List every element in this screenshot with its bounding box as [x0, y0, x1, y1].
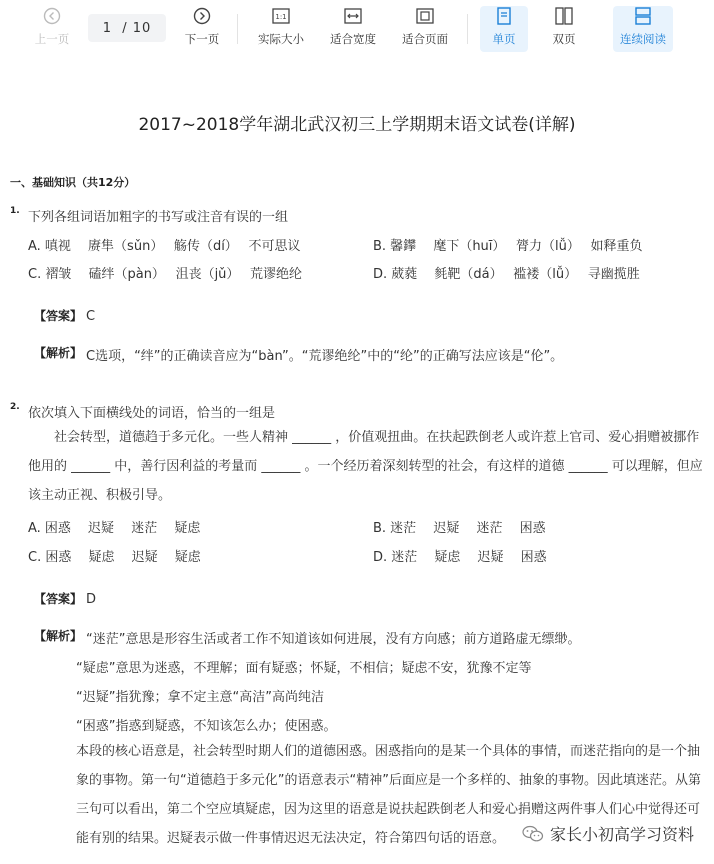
- analysis-tag: 【解析】: [34, 629, 83, 643]
- single-page-button[interactable]: [480, 6, 528, 52]
- continuous-reading-button[interactable]: [613, 6, 673, 52]
- analysis-text: “疑虑”意思为迷惑，不理解；面有疑惑；怀疑，不相信；疑虑不安，犹豫不定等: [76, 661, 532, 676]
- analysis-tag: 【解析】: [34, 346, 83, 360]
- actual-size-label: 实际大小: [258, 32, 304, 46]
- next-page-button[interactable]: [178, 6, 226, 52]
- svg-text:1:1: 1:1: [275, 13, 287, 21]
- analysis-text: “迟疑”指犹豫；拿不定主意“高洁”高尚纯洁: [76, 690, 324, 705]
- watermark-text: 家长小初高学习资料: [549, 825, 694, 844]
- answer-value: D: [86, 592, 97, 607]
- page-total: / 10: [122, 20, 152, 36]
- toolbar-divider: [237, 14, 238, 44]
- chevron-right-circle-icon: [192, 6, 212, 26]
- viewer-toolbar: [0, 0, 714, 58]
- option-c: C. 困惑 疑虑 迟疑 疑虑: [28, 550, 201, 565]
- single-page-label: 单页: [492, 32, 516, 46]
- option-a: A. 困惑 迟疑 迷茫 疑虑: [28, 521, 201, 536]
- double-page-label: 双页: [552, 32, 576, 46]
- question-number: 2.: [10, 402, 20, 412]
- analysis-paragraph: 本段的核心语意是，社会转型时期人们的道德困惑。困惑指向的是某一个具体的事情，而迷茫指向的是一个抽象的事物。第一句“道德趋于多元化”的语意表示“精神”后面应是一个多样的、抽象的事物。因此填迷茫。从第三句可以看出，第二个空应填疑虑，因为这里的语意是说扶起跌倒老人和爱心捐赠这两件事人们心中觉得还可能有别的结果。迟疑表示做一件事情迟迟无法决定，符合第四句话的语意。: [76, 744, 701, 846]
- actual-size-icon: [271, 6, 291, 26]
- prev-page-label: 上一页: [34, 32, 70, 46]
- question-stem: 下列各组词语加粗字的书写或注音有误的一组: [28, 210, 289, 225]
- page-current: 1: [102, 20, 112, 36]
- fit-width-button[interactable]: [324, 6, 382, 52]
- analysis-text: “迷茫”意思是形容生活或者工作不知道该如何进展，没有方向感；前方道路虚无缥缈。: [86, 632, 581, 647]
- question-stem: 依次填入下面横线处的词语，恰当的一组是: [28, 406, 276, 421]
- fit-page-button[interactable]: [396, 6, 454, 52]
- option-d: D. 迷茫 疑虑 迟疑 困惑: [373, 550, 547, 565]
- actual-size-button[interactable]: [252, 6, 310, 52]
- single-page-icon: [494, 6, 514, 26]
- continuous-reading-label: 连续阅读: [620, 32, 666, 46]
- answer-tag: 【答案】: [34, 592, 83, 606]
- option-c: C. 褶皱 磕绊（pàn） 沮丧（jǔ） 荒谬绝纶: [28, 267, 303, 282]
- continuous-reading-icon: [633, 6, 653, 26]
- fit-page-icon: [415, 6, 435, 26]
- option-a: A. 嗔视 赓隼（sǔn） 觞传（dí） 不可思议: [28, 239, 301, 254]
- option-d: D. 葳蕤 毵靶（dá） 褴褛（lǚ） 寻幽揽胜: [373, 267, 640, 282]
- prev-page-button[interactable]: [28, 6, 76, 52]
- document-title: 2017~2018学年湖北武汉初三上学期期末语文试卷(详解): [138, 115, 576, 135]
- wechat-icon: [522, 825, 544, 843]
- question-number: 1.: [10, 206, 20, 216]
- double-page-icon: [554, 6, 574, 26]
- section-heading: 一、基础知识（共12分）: [10, 176, 136, 189]
- fit-page-label: 适合页面: [402, 32, 448, 46]
- option-b: B. 馨鑻 麾下（huī） 膂力（lǚ） 如释重负: [373, 239, 643, 254]
- double-page-button[interactable]: [540, 6, 588, 52]
- analysis-text: C选项，“绊”的正确读音应为“bàn”。“荒谬绝纶”中的“纶”的正确写法应该是“伦”。: [86, 349, 564, 364]
- analysis-text: “困惑”指惑到疑惑，不知该怎么办；使困惑。: [76, 719, 337, 734]
- fit-width-icon: [343, 6, 363, 26]
- toolbar-divider: [467, 14, 468, 44]
- next-page-label: 下一页: [184, 32, 220, 46]
- answer-value: C: [86, 309, 96, 324]
- fit-width-label: 适合宽度: [330, 32, 376, 46]
- watermark: [522, 822, 694, 845]
- chevron-left-circle-icon: [42, 6, 62, 26]
- page-number-field[interactable]: [88, 14, 166, 42]
- answer-tag: 【答案】: [34, 309, 83, 323]
- option-b: B. 迷茫 迟疑 迷茫 困惑: [373, 521, 546, 536]
- question-passage: 社会转型，道德趋于多元化。一些人精神 ______ ，价值观扭曲。在扶起跌倒老人或许惹上官司、爱心捐赠被挪作他用的 ______ 中，善行因利益的考量而 ______ 。一个经历着深刻转型的社会，有这样的道德 ______ 可以理解，但应该主动正视、积极引导。: [28, 430, 703, 503]
